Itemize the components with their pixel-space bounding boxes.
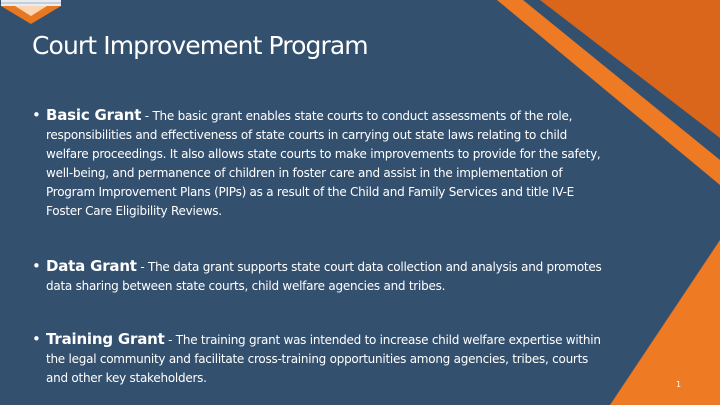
- bullet-basic-grant: [32, 106, 612, 221]
- page-number: 1: [676, 380, 682, 389]
- bullet-description: - The basic grant enables state courts to conduct assessments of the role, responsibilities and effectiveness of state courts in carrying out state laws relating to child welfare proceedings. It also allows state courts to make improvements to provide for the safety, well-being, and permanence of children in foster care and assist in the implementation of Program Improvement Plans (PIPs) as a result of the Child and Family Services and title IV-E Foster Care Eligibility Reviews.: [46, 109, 601, 218]
- page-title: Court Improvement Program: [32, 31, 368, 60]
- bullet-description: - The data grant supports state court data collection and analysis and promotes data sharing between state courts, child welfare agencies and tribes.: [46, 260, 602, 293]
- bullet-term: Basic Grant: [46, 106, 142, 124]
- bullet-dot-icon: •: [32, 106, 41, 124]
- bullet-list: [32, 106, 612, 388]
- orange-stripe-bottom: [610, 240, 720, 405]
- bullet-dot-icon: •: [32, 330, 41, 348]
- logo-icon: [1, 0, 61, 24]
- bullet-term: Training Grant: [46, 330, 165, 348]
- bullet-training-grant: [32, 330, 612, 388]
- bullet-description: - The training grant was intended to increase child welfare expertise within the legal community and facilitate cross-training opportunities among agencies, tribes, courts and other key stakeholders.: [46, 333, 601, 385]
- bullet-data-grant: [32, 257, 612, 296]
- bullet-term: Data Grant: [46, 257, 137, 275]
- bullet-dot-icon: •: [32, 257, 41, 275]
